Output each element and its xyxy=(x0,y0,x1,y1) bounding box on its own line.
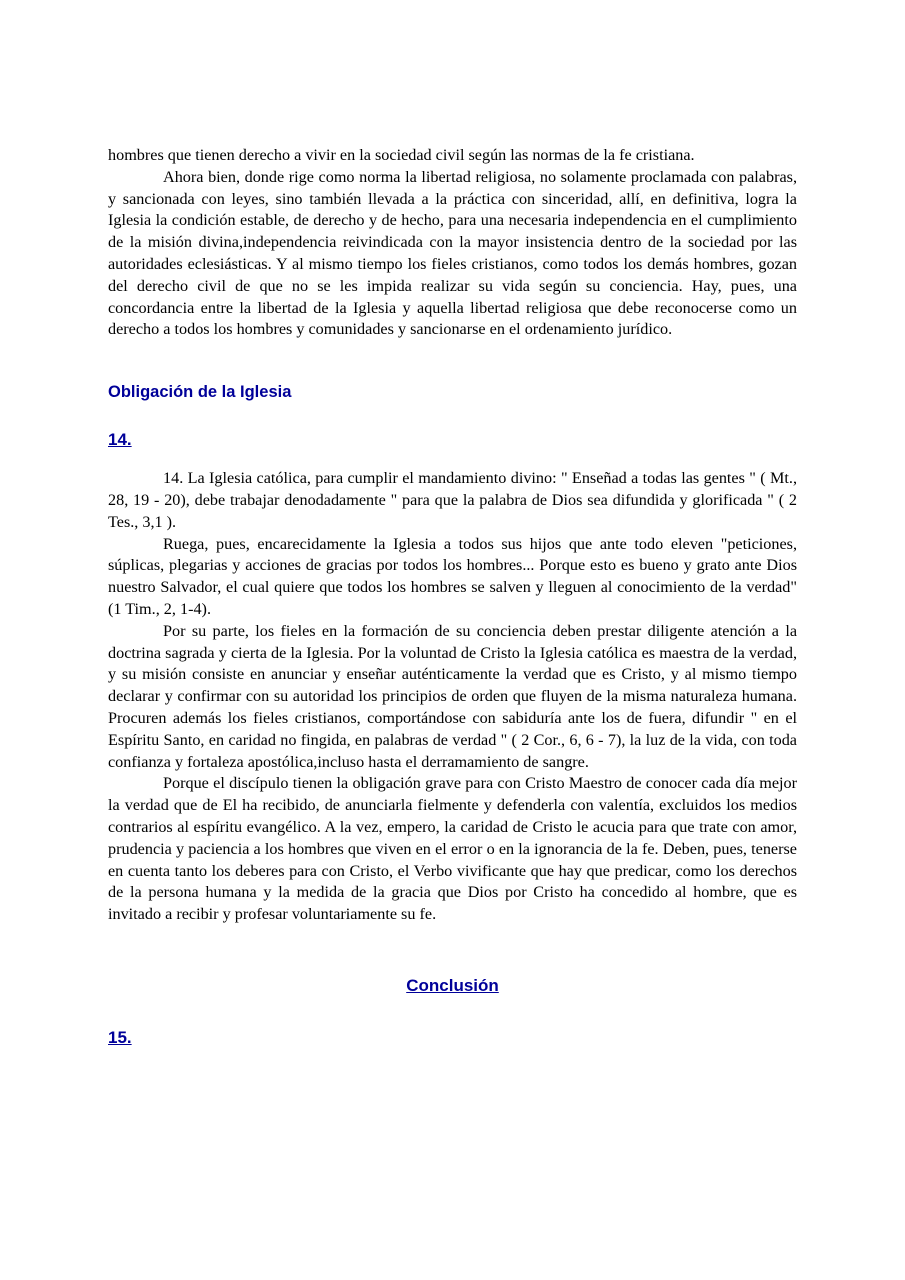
anchor-line xyxy=(108,430,797,450)
conclusion-heading-link[interactable]: Conclusión xyxy=(406,975,499,995)
continuation-paragraph: hombres que tienen derecho a vivir en la sociedad civil según las normas de la fe cristiana. xyxy=(108,146,695,164)
body-paragraph: Ahora bien, donde rige como norma la libertad religiosa, no solamente proclamada con palabras, y sancionada con leyes, sino también llevada a la práctica con sinceridad, allí, en definitiva, logra la Iglesia la condición estable, de derecho y de hecho, para una necesaria independencia en el cumplimiento de la misión divina,independencia reivindicada con la mayor insistencia dentro de la sociedad por las autoridades eclesiásticas. Y al mismo tiempo los fieles cristianos, como todos los demás hombres, gozan del derecho civil de que no se les impida realizar su vida según su conciencia. Hay, pues, una concordancia entre la libertad de la Iglesia y aquella libertad religiosa que debe reconocerse como un derecho a todos los hombres y comunidades y sancionarse en el ordenamiento jurídico. xyxy=(108,167,797,339)
anchor-link-15[interactable]: 15. xyxy=(108,1027,132,1047)
body-paragraph: Porque el discípulo tienen la obligación grave para con Cristo Maestro de conocer cada día mejor la verdad que de El ha recibido, de anunciarla fielmente y defenderla con valentía, excluidos los medios contrarios al espíritu evangélico. A la vez, empero, la caridad de Cristo le acucia para que trate con amor, prudencia y paciencia a los hombres que viven en el error o en la ignorancia de la fe. Deben, pues, tenerse en cuenta tanto los deberes para con Cristo, el Verbo vivificante que hay que predicar, como los derechos de la persona humana y la medida de la gracia que Dios por Cristo ha concedido al hombre, que es invitado a recibir y profesar voluntariamente su fe. xyxy=(108,774,797,924)
conclusion-heading-line xyxy=(108,976,797,996)
body-paragraph: Ruega, pues, encarecidamente la Iglesia a todos sus hijos que ante todo eleven "peticiones, súplicas, plegarias y acciones de gracias por todos los hombres... Porque esto es bueno y grato ante Dios nuestro Salvador, el cual quiere que todos los hombres se salven y lleguen al conocimiento de la verdad" (1 Tim., 2, 1-4). xyxy=(108,534,797,618)
body-paragraph: 14. La Iglesia católica, para cumplir el mandamiento divino: " Enseñad a todas las gentes " ( Mt., 28, 19 - 20), debe trabajar denodadamente " para que la palabra de Dios sea difundida y glorificada " ( 2 Tes., 3,1 ). xyxy=(108,469,797,531)
anchor-link-14[interactable]: 14. xyxy=(108,430,132,450)
anchor-line xyxy=(108,1028,797,1048)
section-heading-obligacion-de-la-iglesia: Obligación de la Iglesia xyxy=(108,383,292,402)
body-paragraph: Por su parte, los fieles en la formación de su conciencia deben prestar diligente atención a la doctrina sagrada y cierta de la Iglesia. Por la voluntad de Cristo la Iglesia católica es maestra de la verdad, y su misión consiste en anunciar y enseñar auténticamente la verdad que es Cristo, y al mismo tiempo declarar y confirmar con su autoridad los principios de orden que fluyen de la misma naturaleza humana. Procuren además los fieles cristianos, comportándose con sabiduría ante los de fuera, difundir " en el Espíritu Santo, en caridad no fingida, en palabras de verdad " ( 2 Cor., 6, 6 - 7), la luz de la vida, con toda confianza y fortaleza apostólica,incluso hasta el derramamiento de sangre. xyxy=(108,621,797,771)
